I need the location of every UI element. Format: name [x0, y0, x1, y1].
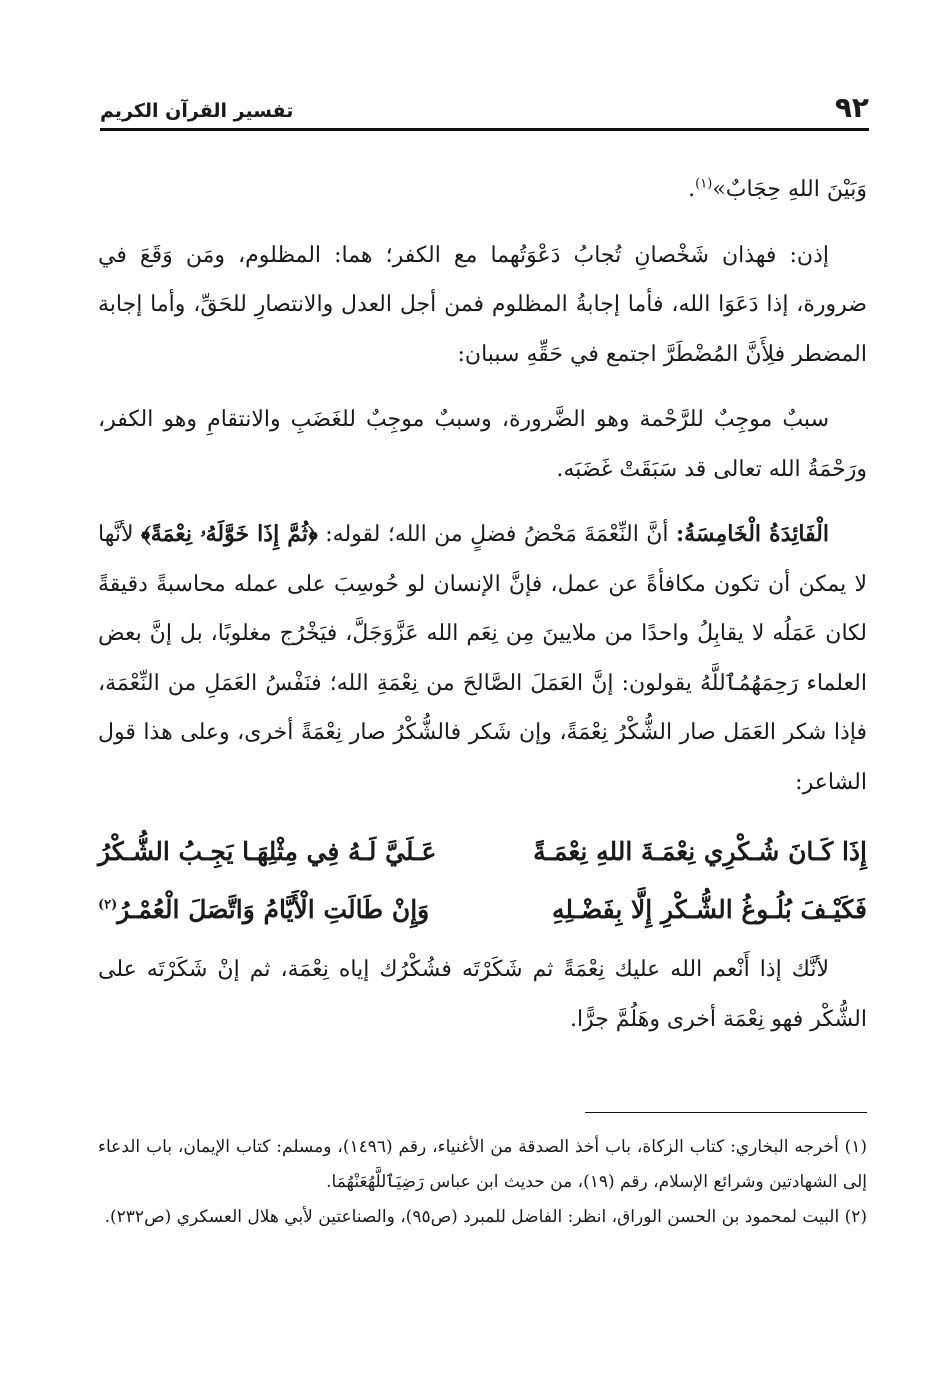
header-rule: [100, 128, 869, 131]
poem-verse-1: [98, 823, 867, 881]
paragraph-2: إذن: فهذان شَخْصانِ تُجابُ دَعْوَتُهما مع الكفر؛ هما: المظلوم، ومَن وَقَعَ في ضرورة، إذا دَعَوَا الله، فأما إجابةُ المظلوم فمن أجل العدل والانتصارِ للحَقِّ، وأما إجابة المضطر فلِأَنَّ المُضْطَرَّ اجتمع في حَقِّهِ سببان:: [98, 242, 867, 367]
verse-1-second-hemistich: عَـلَيَّ لَـهُ فِي مِثْلِهَـا يَجِـبُ الشُّـكْرُ: [98, 837, 437, 867]
paragraph-5: لأنَّك إذا أَنْعم الله عليك نِعْمَةً ثم شَكَرْتَه فشُكْرُك إياه نِعْمَة، ثم إنْ شَكَرْتَه على الشُّكْر فهو نِعْمَة أخرى وهَلُمَّ جرًّا.: [98, 957, 867, 1032]
main-text: [98, 165, 867, 1060]
poem-verse-2: [98, 881, 867, 939]
footnote-ref-2: (٢): [98, 897, 118, 913]
benefit-text: لأنَّها لا يمكن أن تكون مكافأةً عن عمل، فإنَّ الإنسان لو حُوسِبَ على عمله محاسبةً دقيقةً لكان عَمَلُه لا يقابِلُ واحدًا من ملايينَ مِن نِعَم الله عَزَّوَجَلَّ، فيَخْرُج مغلوبًا، بل إنَّ بعض العلماء رَحِمَهُمُٱللَّهُ يقولون: إنَّ العَمَلَ الصَّالحَ من نِعْمَةِ الله؛ فنَفْسُ العَمَلِ من النِّعْمَة، فإذا شكر العَمَل صار الشُّكْرُ نِعْمَةً، وإن شَكر فالشُّكْرُ صار نِعْمَةً أخرى، وعلى هذا قول الشاعر:: [98, 522, 867, 795]
poem: [98, 823, 867, 939]
hadith-ending: وَبَيْنَ اللهِ حِجَابٌ»: [712, 177, 867, 202]
footnote-ref-1: (١): [695, 176, 713, 192]
verse-2-first-hemistich: فَكَيْـفَ بُلُـوغُ الشُّـكْرِ إِلَّا بِفَضْـلِهِ: [552, 895, 867, 925]
verse-1-first-hemistich: إِذَا كَـانَ شُـكْرِي نِعْمَـةَ اللهِ نِعْمَـةً: [533, 837, 867, 867]
footnote-separator: [585, 1112, 867, 1113]
page-number: ٩٢: [834, 91, 869, 124]
paragraph-1: [98, 165, 867, 215]
footnotes: [98, 1130, 867, 1235]
verse-2-second-hemistich: وَإِنْ طَالَتِ الْأَيَّامُ وَاتَّصَلَ الْعُمْـرُ: [117, 895, 430, 925]
benefit-intro: أنَّ النِّعْمَةَ مَحْضُ فضلٍ من الله؛ لقوله:: [325, 522, 669, 547]
quran-quote: ﴿ثُمَّ إِذَا خَوَّلَهُۥ نِعْمَةً﴾: [140, 521, 318, 547]
paragraph-1-end: .: [688, 177, 696, 202]
page-header: [100, 88, 869, 128]
paragraph-4: [98, 510, 867, 807]
paragraph-3: سببٌ موجِبٌ للرَّحْمة وهو الضَّرورة، وسببٌ موجِبٌ للغَضَبِ والانتقامِ وهو الكفر، ورَحْمَةُ الله تعالى قد سَبَقَتْ غَضَبَه.: [98, 407, 867, 482]
footnote-1: (١) أخرجه البخاري: كتاب الزكاة، باب أخذ الصدقة من الأغنياء، رقم (١٤٩٦)، ومسلم: كتاب الإيمان، باب الدعاء إلى الشهادتين وشرائع الإسلام، رقم (١٩)، من حديث ابن عباس رَضِيَٱللَّهُعَنْهُمَا.: [98, 1137, 867, 1192]
verse-2-second-hemistich-wrap: [98, 885, 429, 935]
benefit-heading: الْفَائِدَةُ الْخَامِسَةُ:: [675, 521, 829, 547]
running-title: تفسير القرآن الكريم: [100, 100, 294, 122]
footnote-2: (٢) البيت لمحمود بن الحسن الوراق، انظر: الفاضل للمبرد (ص٩٥)، والصناعتين لأبي هلال العسكري (ص٢٣٢).: [104, 1207, 867, 1227]
